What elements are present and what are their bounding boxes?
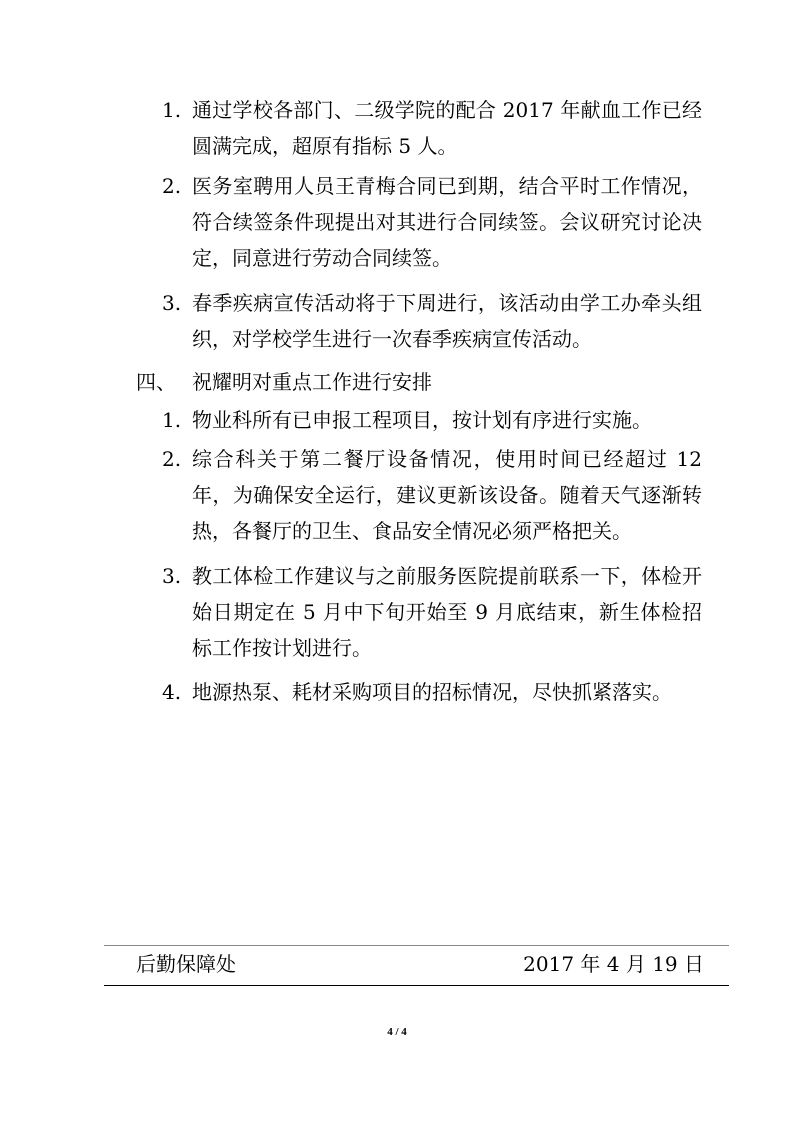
list-item	[162, 285, 722, 357]
list-item-text: 通过学校各部门、二级学院的配合 2017 年献血工作已经圆满完成，超原有指标 5 人。	[192, 98, 702, 158]
list-item-number: 2.	[162, 447, 182, 471]
list-item-text: 春季疾病宣传活动将于下周进行，该活动由学工办牵头组织，对学校学生进行一次春季疾病宣传活动。	[192, 291, 702, 351]
footer-divider-bottom	[104, 985, 729, 986]
list-item	[162, 558, 722, 666]
list-item-text: 物业科所有已申报工程项目，按计划有序进行实施。	[192, 408, 652, 432]
list-item	[162, 441, 722, 549]
section-heading	[136, 364, 432, 400]
list-item-number: 1.	[162, 408, 182, 432]
list-item-number: 3.	[162, 291, 182, 315]
list-item	[162, 168, 722, 276]
list-item-text: 医务室聘用人员王青梅合同已到期，结合平时工作情况，符合续签条件现提出对其进行合同续签。会议研究讨论决定，同意进行劳动合同续签。	[192, 174, 702, 270]
footer-department: 后勤保障处	[136, 952, 236, 976]
list-item	[162, 674, 722, 710]
list-item	[162, 92, 722, 164]
list-item-number: 3.	[162, 564, 182, 588]
list-item-number: 1.	[162, 98, 182, 122]
list-item	[162, 402, 722, 438]
list-item-text: 地源热泵、耗材采购项目的招标情况，尽快抓紧落实。	[192, 680, 672, 704]
list-item-number: 2.	[162, 174, 182, 198]
list-item-text: 综合科关于第二餐厅设备情况，使用时间已经超过 12 年，为确保安全运行，建议更新该设备。随着天气逐渐转热，各餐厅的卫生、食品安全情况必须严格把关。	[192, 447, 702, 543]
page-number: 4 / 4	[387, 1026, 407, 1038]
section-number: 四、	[136, 370, 176, 394]
list-item-number: 4.	[162, 680, 182, 704]
list-item-text: 教工体检工作建议与之前服务医院提前联系一下，体检开始日期定在 5 月中下旬开始至 9 月底结束，新生体检招标工作按计划进行。	[192, 564, 702, 660]
footer-date: 2017 年 4 月 19 日	[523, 952, 704, 976]
section-title: 祝耀明对重点工作进行安排	[192, 370, 432, 394]
